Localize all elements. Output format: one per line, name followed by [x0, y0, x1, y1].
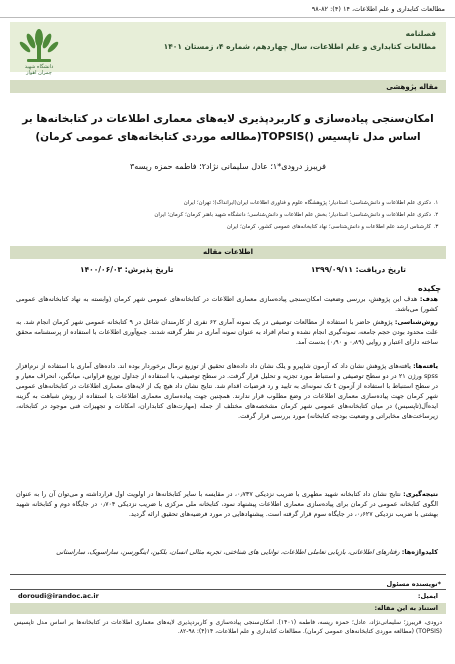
article-authors: فریبرز درودی*۱؛ عادل سلیمانی نژاد۲؛ فاطمه حمزه ریسه۳ [129, 162, 326, 171]
article-type-bar [10, 80, 446, 93]
article-title: امکان‌سنجی پیاده‌سازی و کاربردپذیری لایه‌های معماری اطلاعات در کتابخانه‌ها بر اساس مدل تاپسیس ()TOPSIS(مطالعه موردی کتابخانه‌های عمومی کرمان) [22, 113, 434, 144]
journal-running-header [0, 0, 455, 18]
citation-heading: استناد به این مقاله: [10, 603, 446, 614]
keywords [16, 548, 438, 558]
abstract-conclusion [16, 490, 438, 520]
divider [10, 574, 446, 575]
abstract-heading: چکیده [417, 284, 441, 293]
journal-banner [10, 22, 446, 76]
findings-label: یافته‌ها: [413, 362, 438, 370]
goal-label: هدف: [419, 295, 438, 303]
corresponding-author-note: *نویسنده مسئول [386, 580, 441, 588]
accepted-date: تاریخ پذیرش: ۱۴۰۰/۰۶/۰۳ [80, 265, 174, 274]
method-label: روش‌شناسی: [394, 318, 438, 326]
affiliation-1 [21, 200, 441, 206]
abstract-goal [16, 295, 438, 315]
conclusion-label: نتیجه‌گیری: [403, 490, 438, 498]
affiliation-text: دکتری علم اطلاعات و دانش‌شناسی؛ استادیار؛ بخش علم اطلاعات و دانش‌شناسی؛ دانشگاه شهید باهنر کرمان؛ کرمان؛ ایران [154, 212, 431, 218]
affiliation-text: کارشناس ارشد علم اطلاعات و دانش‌شناسی؛ نهاد کتابخانه‌های عمومی کشور، کرمان؛ ایران [226, 224, 431, 230]
citation-text: درودی، فریبرز؛ سلیمانی‌نژاد، عادل؛ حمزه ریسه، فاطمه (۱۴۰۱). امکان‌سنجی پیاده‌سازی و کاربردپذیری لایه‌های معماری اطلاعات در کتابخانه‌ها بر اساس مدل تاپسیس (TOPSIS) (مطالعه موردی کتابخانه‌های عمومی کرمان). مطالعات کتابداری و علم اطلاعات، ۱۴(۴): ۹۸-۸۲. [14, 619, 442, 636]
article-info-heading: اطلاعات مقاله [10, 246, 446, 259]
keywords-list: رفتارهای اطلاعاتی، بازیابی تعاملی اطلاعات، توانایی های شناختی، تجربه مثالی انسان، بلکین، اینگورسن، ساراسویک، ساراستانی [56, 548, 400, 556]
article-dates [10, 263, 446, 277]
email-link[interactable]: doroudi@irandoc.ac.ir [18, 592, 99, 600]
article-type: مقاله پژوهشی [386, 82, 438, 91]
affiliation-text: دکتری علم اطلاعات و دانش‌شناسی؛ استادیار؛ پژوهشگاه علوم و فناوری اطلاعات ایران(ایرانداک)؛ تهران؛ ایران [183, 200, 431, 206]
method-text: پژوهش حاضر با استفاده از مطالعات توصیفی در یک نمونه آماری ۶۲ نفری از کارمندان شاغل در ۹ کتابخانه عمومی شهر کرمان انجام شد. به علت محدود بودن حجم جامعه، نمونه‌گیری انجام نشده و تمام افراد به عنوان نمونه آماری در نظر گرفته شدند. جمع‌آوری اطلاعات با استفاده از پرسشنامه محقق ساخته دارای اعتبار و روایی (۰٫۸۹ و ۰٫۹۰) بدست آمد. [16, 318, 438, 346]
findings-text: یافته‌های پژوهش نشان داد که آزمون شاپیرو و یلک نشان داد داده‌های تحقیق از توزیع نرمال برخوردار بوده اند. داده‌های آماری با استفاده از نرم‌افزار spss ورژن ۲۱ در دو سطح توصیفی و استنباط مورد تجزیه و تحلیل قرار گرفت. در سطح توصیفی، با استفاده از جداول توزیع فراوانی، میانگین، انحراف معیار و در سطح استنباط با استفاده از آزمون t تک نمونه‌ای به تایید و رد فرضیات اقدام شد. نتایج نشان داد هیچ یک از لایه‌های معماری اطلاعات در کتابخانه‌های عمومی شهر کرمان جهت پیاده‌سازی معماری اطلاعات در وضع مطلوب قرار ندارند. همچنین جهت پیاده‌سازی معماری اطلاعات با استفاده از روش شباهت به گزینه ایده‌آل(تاپسیس) در میان کتابخانه‌های عمومی شهر کرمان مشخصه‌های مختلف از جمله (مهارت‌های کتابداران، امکانات و تجهیزات فنی موجود در کتابخانه، زیرساخت‌های مخابراتی و وضعیت بودجه کتابخانه) مورد بررسی قرار گرفت. [16, 362, 439, 420]
goal-text: هدف این پژوهش، بررسی وضعیت امکان‌سنجی پیاده‌سازی معماری اطلاعات در کتابخانه‌های عمومی شهر کرمان (وابسته به نهاد کتابخانه‌های عمومی کشور) می‌باشد. [16, 295, 438, 313]
affiliation-number: ۱. [433, 200, 439, 206]
affiliation-2 [21, 212, 441, 218]
affiliation-number: ۳. [433, 224, 439, 230]
journal-citation-line: مطالعات کتابداری و علم اطلاعات، ۱۴ (۴): ۸۲-۹۸ [311, 4, 445, 13]
abstract-findings [16, 362, 438, 422]
keywords-label: کلیدواژه‌ها: [401, 548, 438, 556]
affiliation-number: ۲. [433, 212, 439, 218]
email-line [10, 590, 446, 602]
received-date: تاریخ دریافت: ۱۳۹۹/۰۹/۱۱ [310, 265, 406, 274]
conclusion-text: نتایج نشان داد کتابخانه شهید مطهری با ضریب نزدیکی ۰٫۷۳۷، در مقایسه با سایر کتابخانه‌ها در اولویت اول قرارداشته و می‌توان آن را به عنوان الگوی کتابخانه عمومی در کرمان برای پیاده‌سازی معماری اطلاعات پیشنهاد نمود، کتابخانه ملی مرکزی با ضریب نزدیکی ۰٫۷۰۴ در جایگاه دوم و کتابخانه شهید بهشتی با ضریب نزدیکی ۰٫۶۲۷، در جایگاه سوم قرار گرفته است. پیشنهادهایی در مورد فرضیه‌های تحقیق ارائه گردید. [16, 490, 439, 518]
email-label: ایمیل: [417, 592, 438, 600]
logo-caption: دانشگاه شهید چمران اهواز [24, 64, 54, 76]
university-logo-icon [18, 26, 60, 68]
affiliation-3 [21, 224, 441, 230]
banner-title: فصلنامه [405, 29, 436, 38]
abstract-method [16, 318, 438, 348]
banner-issue: مطالعات کتابداری و علم اطلاعات، سال چهاردهم، شماره ۴، زمستان ۱۴۰۱ [163, 42, 436, 51]
